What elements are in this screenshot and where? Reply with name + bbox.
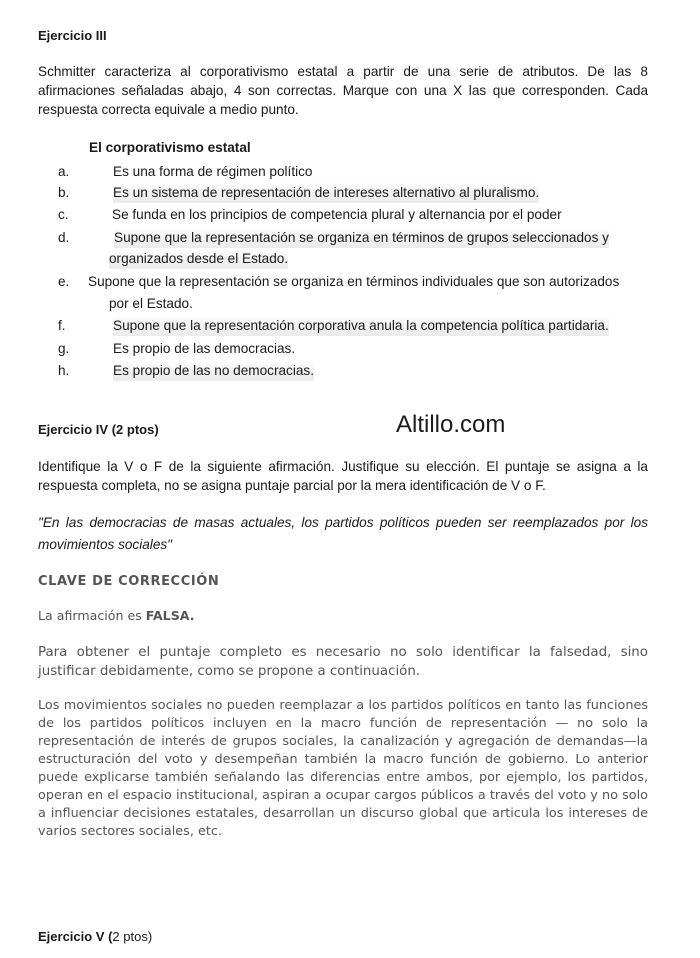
item-text-continued: organizados desde el Estado.: [109, 248, 288, 269]
exercise-4-instructions: Identifique la V o F de la siguiente afirmación. Justifique su elección. El puntaje se asigna a la respuesta completa, no se asigna puntaje parcial por la mera identificación de V o F.: [38, 459, 648, 493]
item-text: Supone que la representación corporativa anula la competencia política partidaria.: [113, 315, 609, 336]
correction-key-title: CLAVE DE CORRECCIÓN: [38, 574, 220, 589]
item-text: Es una forma de régimen político: [113, 164, 313, 179]
exercise-3-intro: Schmitter caracteriza al corporativismo estatal a partir de una serie de atributos. De las 8 afirmaciones señaladas abajo, 4 son correctas. Marque con una X las que corresponden. Cada respuesta correcta equivale a medio punto.: [38, 64, 648, 117]
exercise-4-quote: "En las democracias de masas actuales, los partidos políticos pueden ser reemplazados por los movimientos sociales": [38, 515, 648, 552]
correction-paragraph-1: Para obtener el puntaje completo es necesario no solo identificar la falsedad, sino justificar debidamente, como se propone a continuación.: [38, 645, 648, 679]
item-letter: c.: [58, 207, 69, 222]
item-letter: a.: [58, 164, 70, 179]
answer-line: [38, 608, 195, 623]
exercise-4-title: Ejercicio IV (2 ptos): [38, 422, 159, 437]
item-text: Es un sistema de representación de intereses alternativo al pluralismo.: [113, 182, 539, 203]
item-text: Es propio de las no democracias.: [113, 360, 314, 381]
item-text: Supone que la representación se organiza en términos de grupos seleccionados y: [114, 227, 609, 248]
answer-value: FALSA.: [145, 608, 195, 623]
item-letter: f.: [58, 318, 66, 333]
item-letter: d.: [58, 230, 70, 245]
answer-prefix: La afirmación es: [38, 608, 146, 623]
item-letter: h.: [58, 363, 70, 378]
item-text: Se funda en los principios de competencia plural y alternancia por el poder: [112, 207, 562, 222]
exercise-5-title-bold: Ejercicio V (: [38, 929, 113, 944]
item-letter: b.: [58, 185, 70, 200]
item-text: Es propio de las democracias.: [113, 341, 296, 356]
correction-paragraph-2: Los movimientos sociales no pueden reemplazar a los partidos políticos en tanto las funciones de los partidos políticos incluyen en la macro función de representación — no solo la representación de interés de grupos sociales, la canalización y agregación de demandas—la estructuración del voto y desempeñan también la macro función de gobierno. Lo anterior puede explicarse también señalando las diferencias entre ambos, por ejemplo, los partidos, operan en el espacio institucional, aspiran a ocupar cargos públicos a través del voto y no solo a influenciar decisiones estatales, desarrollan un discurso global que articula los intereses de varios sectores sociales, etc.: [38, 698, 648, 839]
item-text: Supone que la representación se organiza en términos individuales que son autorizados: [88, 274, 620, 289]
exercise-5-title-rest: 2 ptos): [112, 929, 153, 944]
item-letter: e.: [58, 274, 70, 289]
item-letter: g.: [58, 341, 70, 356]
list-title: El corporativismo estatal: [89, 140, 251, 155]
item-text-continued: por el Estado.: [109, 296, 193, 311]
exercise-5-title: [38, 929, 152, 944]
exercise-3-title: Ejercicio III: [38, 28, 107, 43]
altillo-watermark: Altillo.com: [396, 411, 506, 438]
